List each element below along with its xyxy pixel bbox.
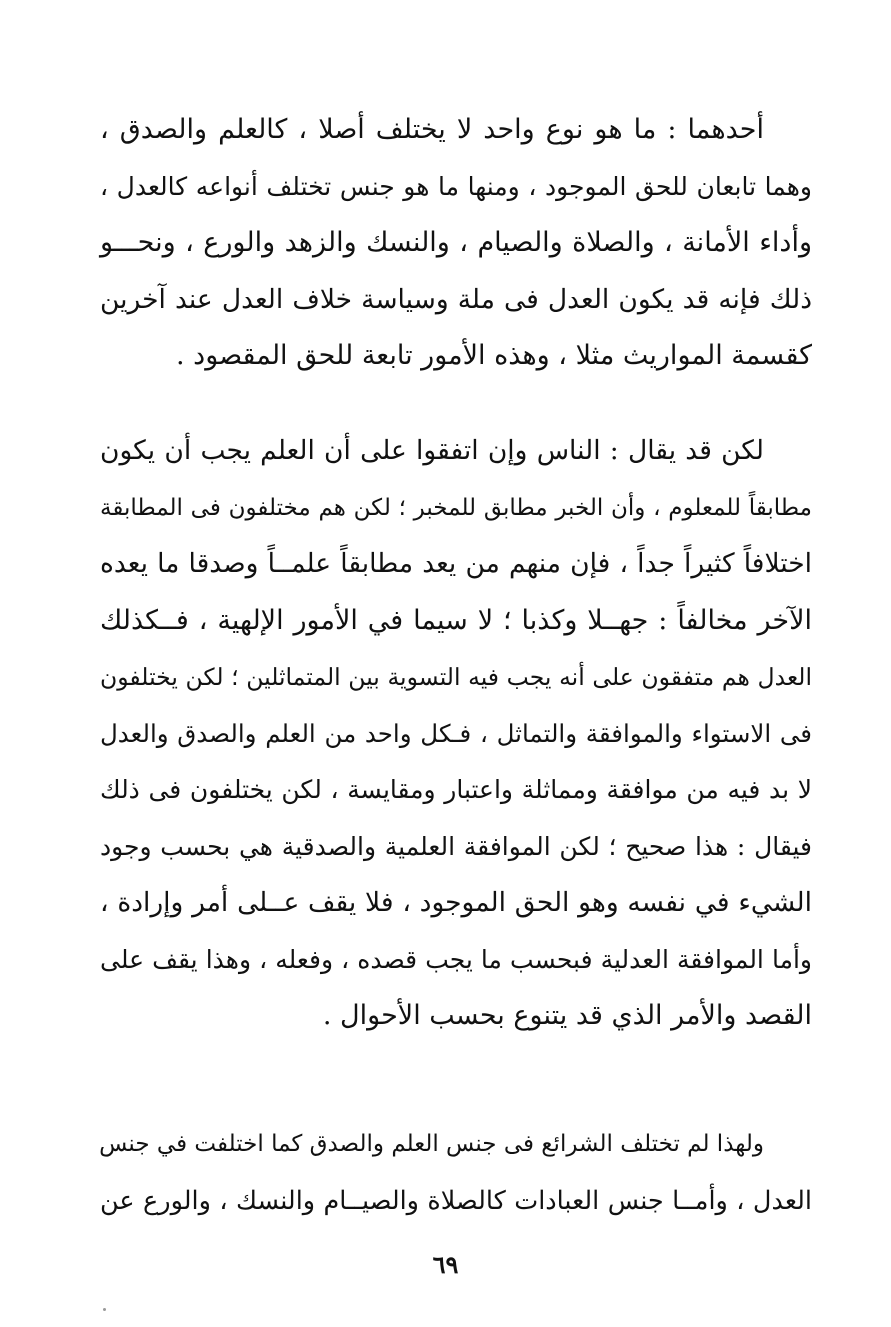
text-line: وأما الموافقة العدلية فبحسب ما يجب قصده ، وفعله ، وهذا يقف على — [100, 944, 812, 974]
text-line: اختلافاً كثيراً جداً ، فإن منهم من يعد مطابقاً علمــاً وصدقا ما يعده — [100, 548, 812, 579]
text-line: كقسمة المواريث مثلا ، وهذه الأمور تابعة للحق المقصود . — [176, 340, 812, 371]
scan-speck — [103, 1308, 106, 1311]
text-line: وأداء الأمانة ، والصلاة والصيام ، والنسك والزهد والورع ، ونحـــو — [100, 227, 812, 258]
text-line: العدل ، وأمــا جنس العبادات كالصلاة والصيــام والنسك ، والورع عن — [100, 1185, 812, 1216]
text-line: ذلك فإنه قد يكون العدل فى ملة وسياسة خلاف العدل عند آخرين — [100, 283, 812, 315]
text-line: أحدهما : ما هو نوع واحد لا يختلف أصلا ، كالعلم والصدق ، — [100, 114, 764, 145]
page-number: ٦٩ — [432, 1250, 459, 1279]
text-line: القصد والأمر الذي قد يتنوع بحسب الأحوال . — [322, 1000, 812, 1031]
text-line: لا بد فيه من موافقة ومماثلة واعتبار ومقايسة ، لكن يختلفون فى ذلك — [100, 775, 812, 804]
text-line: فى الاستواء والموافقة والتماثل ، فـكل واحد من العلم والصدق والعدل — [100, 718, 812, 748]
text-line: الشيء في نفسه وهو الحق الموجود ، فلا يقف عــلى أمر وإرادة ، — [100, 887, 812, 918]
text-line: العدل هم متفقون على أنه يجب فيه التسوية بين المتماثلين ؛ لكن يختلفون — [100, 663, 812, 691]
text-line: وهما تابعان للحق الموجود ، ومنها ما هو جنس تختلف أنواعه كالعدل ، — [100, 171, 812, 201]
text-line: مطابقاً للمعلوم ، وأن الخبر مطابق للمخبر ؛ لكن هم مختلفون فى المطابقة — [100, 494, 812, 521]
paragraph-3 — [100, 1116, 812, 1229]
text-line: الآخر مخالفاً : جهــلا وكذبا ؛ لا سيما في الأمور الإلهية ، فــكذلك — [100, 604, 812, 636]
text-line: ولهذا لم تختلف الشرائع فى جنس العلم والصدق كما اختلفت في جنس — [99, 1131, 764, 1157]
paragraph-2 — [100, 423, 812, 1045]
text-line: لكن قد يقال : الناس وإن اتفقوا على أن العلم يجب أن يكون — [100, 435, 764, 466]
text-line: فيقال : هذا صحيح ؛ لكن الموافقة العلمية والصدقية هي بحسب وجود — [100, 831, 812, 861]
paragraph-1 — [100, 102, 812, 385]
